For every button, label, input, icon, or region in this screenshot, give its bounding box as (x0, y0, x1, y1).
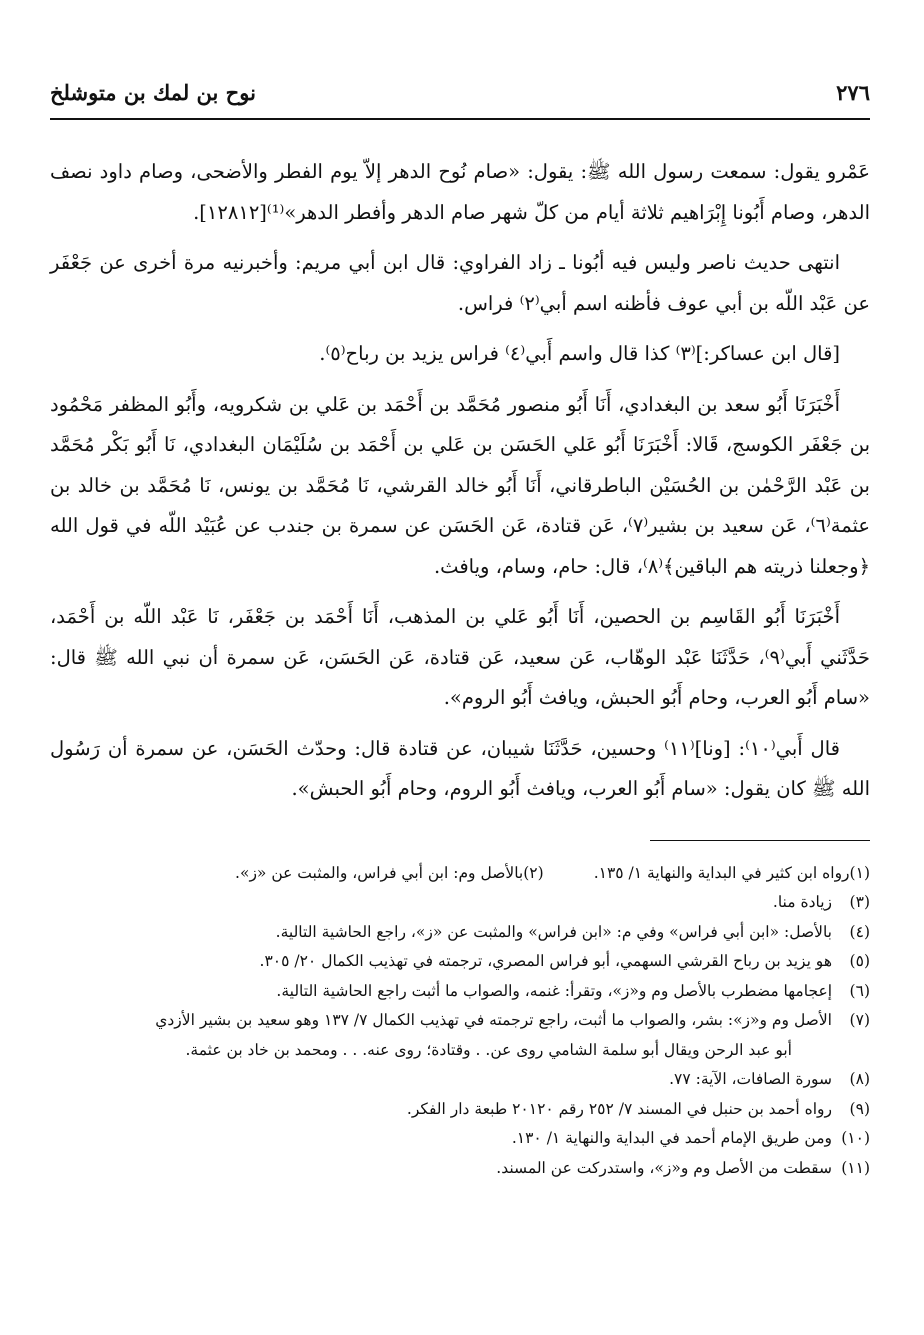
footnote-text: زيادة منا. (772, 893, 832, 911)
main-text (50, 152, 870, 810)
footnote-number: (٧) (849, 1011, 870, 1029)
footnote-text-line: أبو عبد الرحن ويقال أبو سلمة الشامي روى عن. . وقتادة؛ روى عنه. . . ومحمد بن خاد بن عثمة. (185, 1040, 792, 1059)
footnote-number: (٦) (849, 981, 870, 1000)
footnote-text: بالأصل وم: ابن أبي فراس، والمثبت عن «ز». (235, 863, 524, 882)
footnote (594, 859, 870, 889)
footnote-text: رواه ابن كثير في البداية والنهاية ١/ ١٣٥. (593, 863, 850, 882)
paragraph: انتهى حديث ناصر وليس فيه أبُونا ـ زاد الفراوي: قال ابن أبي مريم: وأخبرنيه مرة أخرى عن جَعْفَر عن عَبْد اللّه بن أبي عوف فأظنه اسم أبي⁽٢⁾ فراس. (50, 251, 870, 315)
footnote (50, 1065, 870, 1095)
footnote-text: ومن طريق الإمام أحمد في البداية والنهاية ١/ ١٣٠. (511, 1129, 832, 1147)
footnotes (50, 859, 870, 1184)
footnote (50, 1006, 870, 1065)
footnote (50, 1095, 870, 1125)
footnote-number: (٥) (849, 952, 870, 970)
footnote-text: سورة الصافات، الآية: ٧٧. (669, 1070, 832, 1088)
page-header (50, 60, 870, 120)
footnote (50, 947, 870, 977)
book-page (50, 60, 870, 1300)
footnote-text: بالأصل: «ابن أبي فراس» وفي م: «ابن فراس» والمثبت عن «ز»، راجع الحاشية التالية. (275, 922, 832, 941)
footnote-text-line: الأصل وم و«ز»: بشر، والصواب ما أثبت، راجع ترجمته في تهذيب الكمال ٧/ ١٣٧ وهو سعيد بن بشير الأزدي (155, 1011, 832, 1029)
paragraph: قال أَبي⁽١٠⁾: [ونا]⁽١١⁾ وحسين، حَدَّثَنَا شيبان، عن قتادة قال: وحدّث الحَسَن، عن سمرة أن رَسُول الله ﷺ كان يقول: «سام أَبُو العرب، ويافث أَبُو الروم، وحام أَبُو الحبش». (50, 736, 870, 800)
paragraph: أَخْبَرَنَا أَبُو سعد بن البغدادي، أَنَا أَبُو منصور مُحَمَّد بن أَحْمَد بن عَلي بن شكرويه، وأَبُو المظفر مَحْمُود بن جَعْفَر الكوسج، قَالا: أَخْبَرَنَا أَبُو عَلي الحَسَن بن عَلي بن أَحْمَد بن سُلَيْمَان البغدادي، نَا أَبُو بَكْر مُحَمَّد بن عَبْد الرَّحْمٰن بن الحُسَيْن الباطرقاني، أَنَا أَبُو خالد القرشي، نَا مُحَمَّد بن يونس، نَا مُحَمَّد بن خالد بن عثمة⁽٦⁾، عَن سعيد بن بشير⁽٧⁾، عَن قتادة، عَن الحَسَن عن سمرة بن جندب عن عُبَيْد اللّه في قول الله ﴿وجعلنا ذريته هم الباقين﴾⁽٨⁾، قال: حام، وسام، ويافث. (50, 392, 871, 578)
footnote-number: (١٠) (841, 1129, 870, 1147)
footnote (50, 888, 870, 918)
footnote (50, 1124, 870, 1154)
footnote-row (50, 859, 870, 889)
footnote-number: (٨) (849, 1070, 870, 1088)
page-number: ٢٧٦ (836, 80, 870, 105)
paragraph: عَمْرو يقول: سمعت رسول الله ﷺ: يقول: «صام نُوح الدهر إلاّ يوم الفطر والأضحى، وصام داود نصف الدهر، وصام أَبُونا إِبْرَاهيم ثلاثة أيام من كلّ شهر صام الدهر وأفطر الدهر»⁽¹⁾[١٢٨١٢]. (50, 160, 870, 224)
footnote (235, 859, 544, 889)
footnote-number: (٤) (849, 922, 870, 941)
footnote-number: (٢) (523, 863, 544, 882)
footnote-divider (650, 840, 870, 841)
paragraph: أَخْبَرَنَا أَبُو القَاسِم بن الحصين، أَنَا أَبُو عَلي بن المذهب، أَنَا أَحْمَد بن جَعْفَر، نَا عَبْد اللّه بن أَحْمَد، حَدَّثَني أَبي⁽٩⁾، حَدَّثَنَا عَبْد الوهّاب، عَن سعيد، عَن قتادة، عَن الحَسَن، عَن سمرة أن نبي الله ﷺ قال: «سام أَبُو العرب، وحام أَبُو الحبش، ويافث أَبُو الروم». (50, 605, 870, 709)
footnote-text: إعجامها مضطرب بالأصل وم و«ز»، وتقرأ: غنمه، والصواب ما أثبت راجع الحاشية التالية. (276, 981, 832, 1000)
footnote-text: رواه أحمد بن حنبل في المسند ٧/ ٢٥٢ رقم ٢٠١٢٠ طبعة دار الفكر. (406, 1099, 832, 1118)
footnote (50, 918, 870, 948)
footnote-number: (١) (849, 863, 870, 882)
footnote-text: سقطت من الأصل وم و«ز»، واستدركت عن المسند. (496, 1158, 832, 1177)
footnote-text: هو يزيد بن رباح القرشي السهمي، أبو فراس المصري، ترجمته في تهذيب الكمال ٢٠/ ٣٠٥. (259, 952, 832, 970)
running-title: نوح بن لمك بن متوشلخ (50, 80, 256, 105)
paragraph: [قال ابن عساكر:]⁽٣⁾ كذا قال واسم أَبي⁽٤⁾ فراس يزيد بن رباح⁽٥⁾. (319, 342, 840, 365)
footnote-text (50, 1006, 832, 1065)
footnote-number: (٣) (849, 893, 870, 911)
footnote-number: (١١) (841, 1158, 870, 1177)
footnote (50, 977, 870, 1007)
footnote (50, 1154, 870, 1184)
footnote-number: (٩) (849, 1099, 870, 1118)
